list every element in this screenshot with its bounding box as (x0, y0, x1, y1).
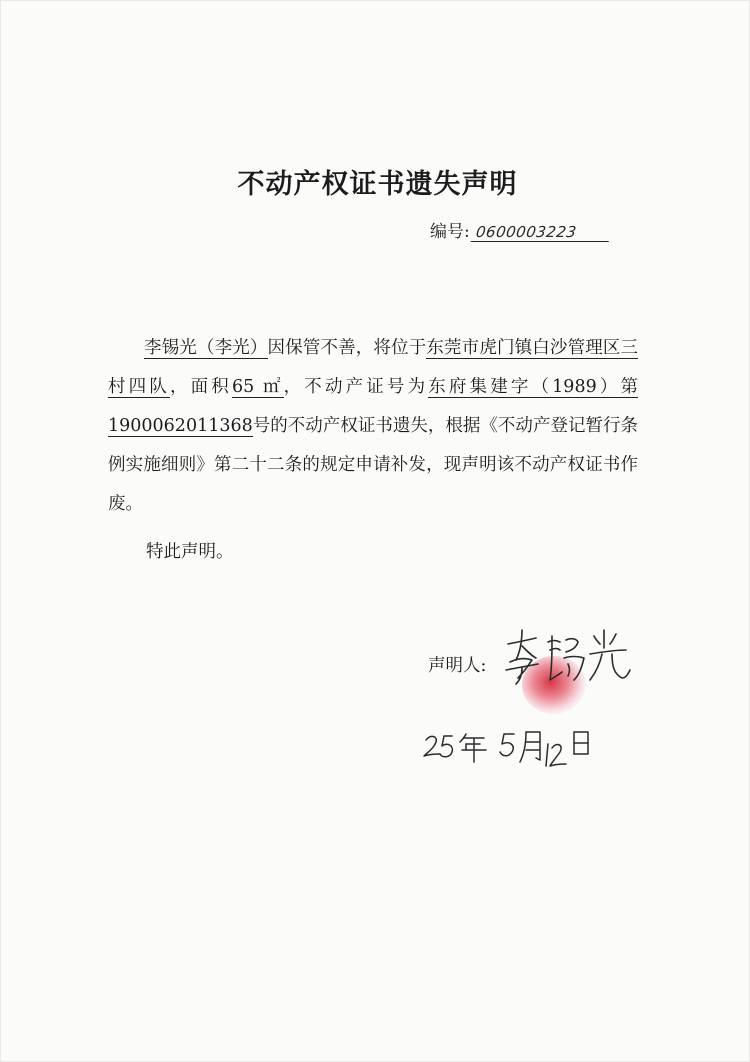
declarant-name: 李锡光（李光） (144, 338, 268, 358)
declarant-label: 声明人: (428, 656, 487, 676)
body-segment: 因保管不善，将位于 (267, 338, 427, 358)
body-segment: 号的不动产权证书遗失，根据《不动产登记暂行条例实施细则》第二十二条的规定申请补发，现声明该不动产权证书作废。 (108, 416, 638, 514)
property-area: 65 ㎡ (231, 377, 284, 397)
document-number-label: 编号: (430, 222, 470, 242)
handwritten-signature (500, 622, 640, 692)
body-segment: ，不动产证号为 (283, 377, 429, 397)
document-number (430, 217, 610, 242)
document-title: 不动产权证书遗失声明 (237, 169, 518, 200)
declaration-body (108, 329, 638, 524)
document-number-value: 0600003223 (470, 223, 611, 242)
property-location: 东莞市虎门镇白沙管理区三村四队 (108, 338, 639, 397)
certificate-number: 东府集建字（1989）第 1900062011368 (108, 377, 639, 436)
closing-statement: 特此声明。 (146, 542, 234, 562)
handwritten-date (422, 724, 597, 768)
body-segment: ，面积 (169, 377, 232, 397)
